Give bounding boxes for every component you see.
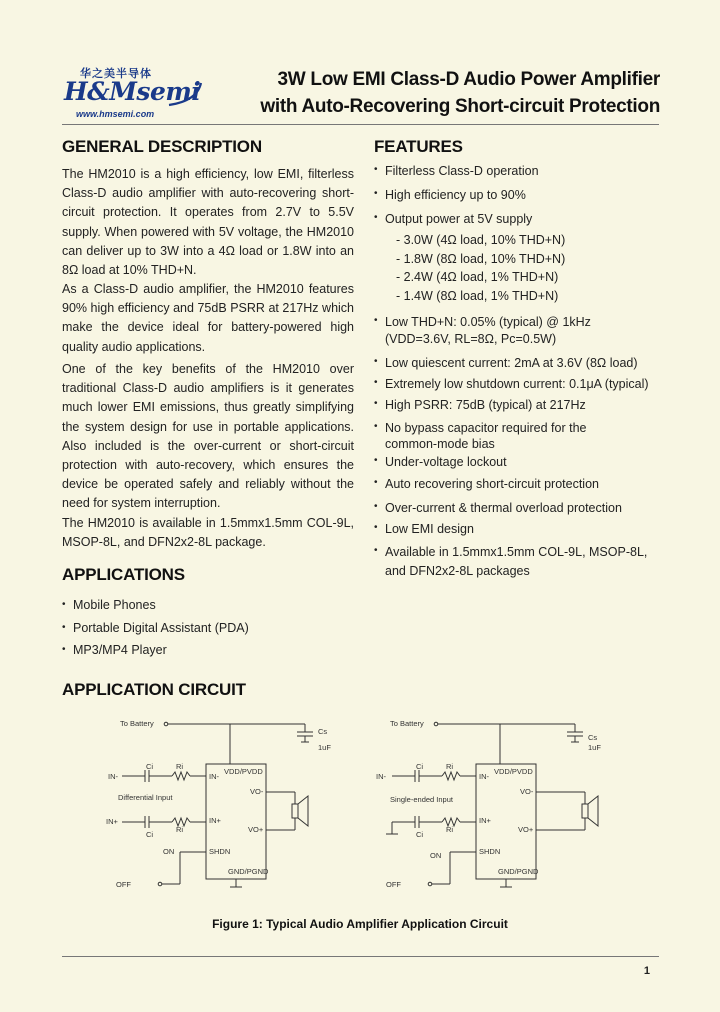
single-ended-input-label: Single-ended Input — [390, 795, 453, 804]
on-label: ON — [430, 851, 442, 860]
ci-label: Ci — [416, 830, 424, 839]
cs-label: Cs — [318, 727, 328, 736]
feature-item: • Low quiescent current: 2mA at 3.6V (8Ω load) — [374, 356, 664, 377]
application-item: • MP3/MP4 Player — [62, 639, 249, 662]
differential-input-label: Differential Input — [118, 793, 173, 802]
ri-label: Ri — [176, 825, 184, 834]
feature-item: • Auto recovering short-circuit protection — [374, 477, 664, 501]
in-plus-label: IN+ — [106, 817, 118, 826]
vo-plus-pin-label: VO+ — [248, 825, 264, 834]
feature-subitem: - 3.0W (4Ω load, 10% THD+N) — [396, 233, 566, 247]
feature-item: • Extremely low shutdown current: 0.1μA (typical) — [374, 377, 664, 398]
general-paragraph-3: One of the key benefits of the HM2010 over traditional Class-D audio amplifiers is it generates much lower EMI emissions, thus greatly simplifying the system design for use in portable applications. Also included is the over-current or short-circuit protection with auto-recovery, which ensures the device be operated safely and reliably without the need for system interruption. — [62, 362, 354, 511]
vo-plus-pin-label: VO+ — [518, 825, 534, 834]
ci-label: Ci — [416, 762, 424, 771]
company-logo — [62, 65, 212, 123]
ci-label: Ci — [146, 762, 154, 771]
feature-item: • Filterless Class-D operation — [374, 164, 664, 188]
gnd-pin-label: GND/PGND — [228, 867, 269, 876]
in-minus-label: IN- — [376, 772, 386, 781]
differential-input-circuit-diagram — [100, 712, 370, 897]
vo-minus-pin-label: VO- — [520, 787, 534, 796]
feature-item: • Available in 1.5mmx1.5mm COL-9L, MSOP-8L, — [374, 545, 664, 564]
feature-item: • High PSRR: 75dB (typical) at 217Hz — [374, 398, 664, 421]
off-label: OFF — [386, 880, 401, 889]
ri-label: Ri — [446, 825, 454, 834]
feature-subitem: - 1.4W (8Ω load, 1% THD+N) — [396, 288, 559, 303]
feature-item: • No bypass capacitor required for the — [374, 421, 664, 437]
feature-subitem: - 2.4W (4Ω load, 1% THD+N) — [396, 270, 559, 284]
cs-value-label: 1uF — [588, 743, 601, 752]
application-item: • Mobile Phones — [62, 594, 249, 617]
general-paragraph-2: As a Class-D audio amplifier, the HM2010 features 90% high efficiency and 75dB PSRR at 217Hz which make the device ideal for battery-powered high quality audio applications. — [62, 282, 354, 354]
ri-label: Ri — [176, 762, 184, 771]
header-divider — [62, 124, 659, 125]
logo-brand-name: H&Msemi — [64, 77, 201, 106]
feature-item: • Over-current & thermal overload protection — [374, 501, 664, 522]
feature-item: • High efficiency up to 90% — [374, 188, 664, 212]
logo-chinese-name: 华之美半导体 — [80, 68, 152, 80]
in-minus-label: IN- — [108, 772, 118, 781]
application-circuit-heading: APPLICATION CIRCUIT — [62, 680, 246, 699]
cs-label: Cs — [588, 733, 598, 742]
off-label: OFF — [116, 880, 131, 889]
features-heading: FEATURES — [374, 137, 463, 156]
vo-minus-pin-label: VO- — [250, 787, 264, 796]
general-description-heading: GENERAL DESCRIPTION — [62, 137, 262, 156]
feature-continuation: and DFN2x2-8L packages — [385, 563, 530, 578]
in-plus-pin-label: IN+ — [479, 816, 491, 825]
shdn-pin-label: SHDN — [209, 847, 231, 856]
general-paragraph-1: The HM2010 is a high efficiency, low EMI, filterless Class-D audio amplifier with auto-recovering short-circuit protection. It operates from 2.7V to 5.5V supply. When powered with 5V voltage, the HM2010 can deliver up to 3W into a 4Ω load or 1.8W into an 8Ω load at 10% THD+N. — [62, 167, 354, 278]
application-item: • Portable Digital Assistant (PDA) — [62, 617, 249, 640]
on-label: ON — [163, 847, 175, 856]
logo-swoosh-icon — [167, 79, 205, 107]
features-list — [374, 164, 664, 582]
in-minus-pin-label: IN- — [209, 772, 219, 781]
feature-subitem: - 1.8W (8Ω load, 10% THD+N) — [396, 251, 566, 266]
document-title — [260, 66, 660, 120]
cs-value-label: 1uF — [318, 743, 331, 752]
footer-divider — [62, 956, 659, 957]
in-plus-pin-label: IN+ — [209, 816, 221, 825]
feature-item: • Output power at 5V supply — [374, 212, 664, 233]
shdn-pin-label: SHDN — [479, 847, 501, 856]
ri-label: Ri — [446, 762, 454, 771]
logo-url: www.hmsemi.com — [76, 109, 155, 119]
title-line-2: with Auto-Recovering Short-circuit Protection — [260, 96, 660, 117]
to-battery-label: To Battery — [390, 719, 424, 728]
figure-caption: Figure 1: Typical Audio Amplifier Application Circuit — [212, 917, 508, 931]
feature-item: • Low EMI design — [374, 522, 664, 545]
feature-item: • Low THD+N: 0.05% (typical) @ 1kHz — [374, 315, 664, 332]
vdd-pin-label: VDD/PVDD — [224, 767, 263, 776]
single-ended-input-circuit-diagram — [370, 712, 640, 897]
in-minus-pin-label: IN- — [479, 772, 489, 781]
title-line-1: 3W Low EMI Class-D Audio Power Amplifier — [277, 69, 660, 90]
ci-label: Ci — [146, 830, 154, 839]
applications-heading: APPLICATIONS — [62, 565, 185, 584]
to-battery-label: To Battery — [120, 719, 154, 728]
general-paragraph-4: The HM2010 is available in 1.5mmx1.5mm COL-9L, MSOP-8L, and DFN2x2-8L package. — [62, 516, 354, 550]
vdd-pin-label: VDD/PVDD — [494, 767, 533, 776]
feature-continuation: (VDD=3.6V, RL=8Ω, Pc=0.5W) — [385, 331, 557, 346]
applications-list — [62, 594, 249, 662]
feature-continuation: common-mode bias — [385, 436, 495, 451]
gnd-pin-label: GND/PGND — [498, 867, 539, 876]
page-number: 1 — [643, 965, 650, 977]
feature-item: • Under-voltage lockout — [374, 455, 664, 477]
